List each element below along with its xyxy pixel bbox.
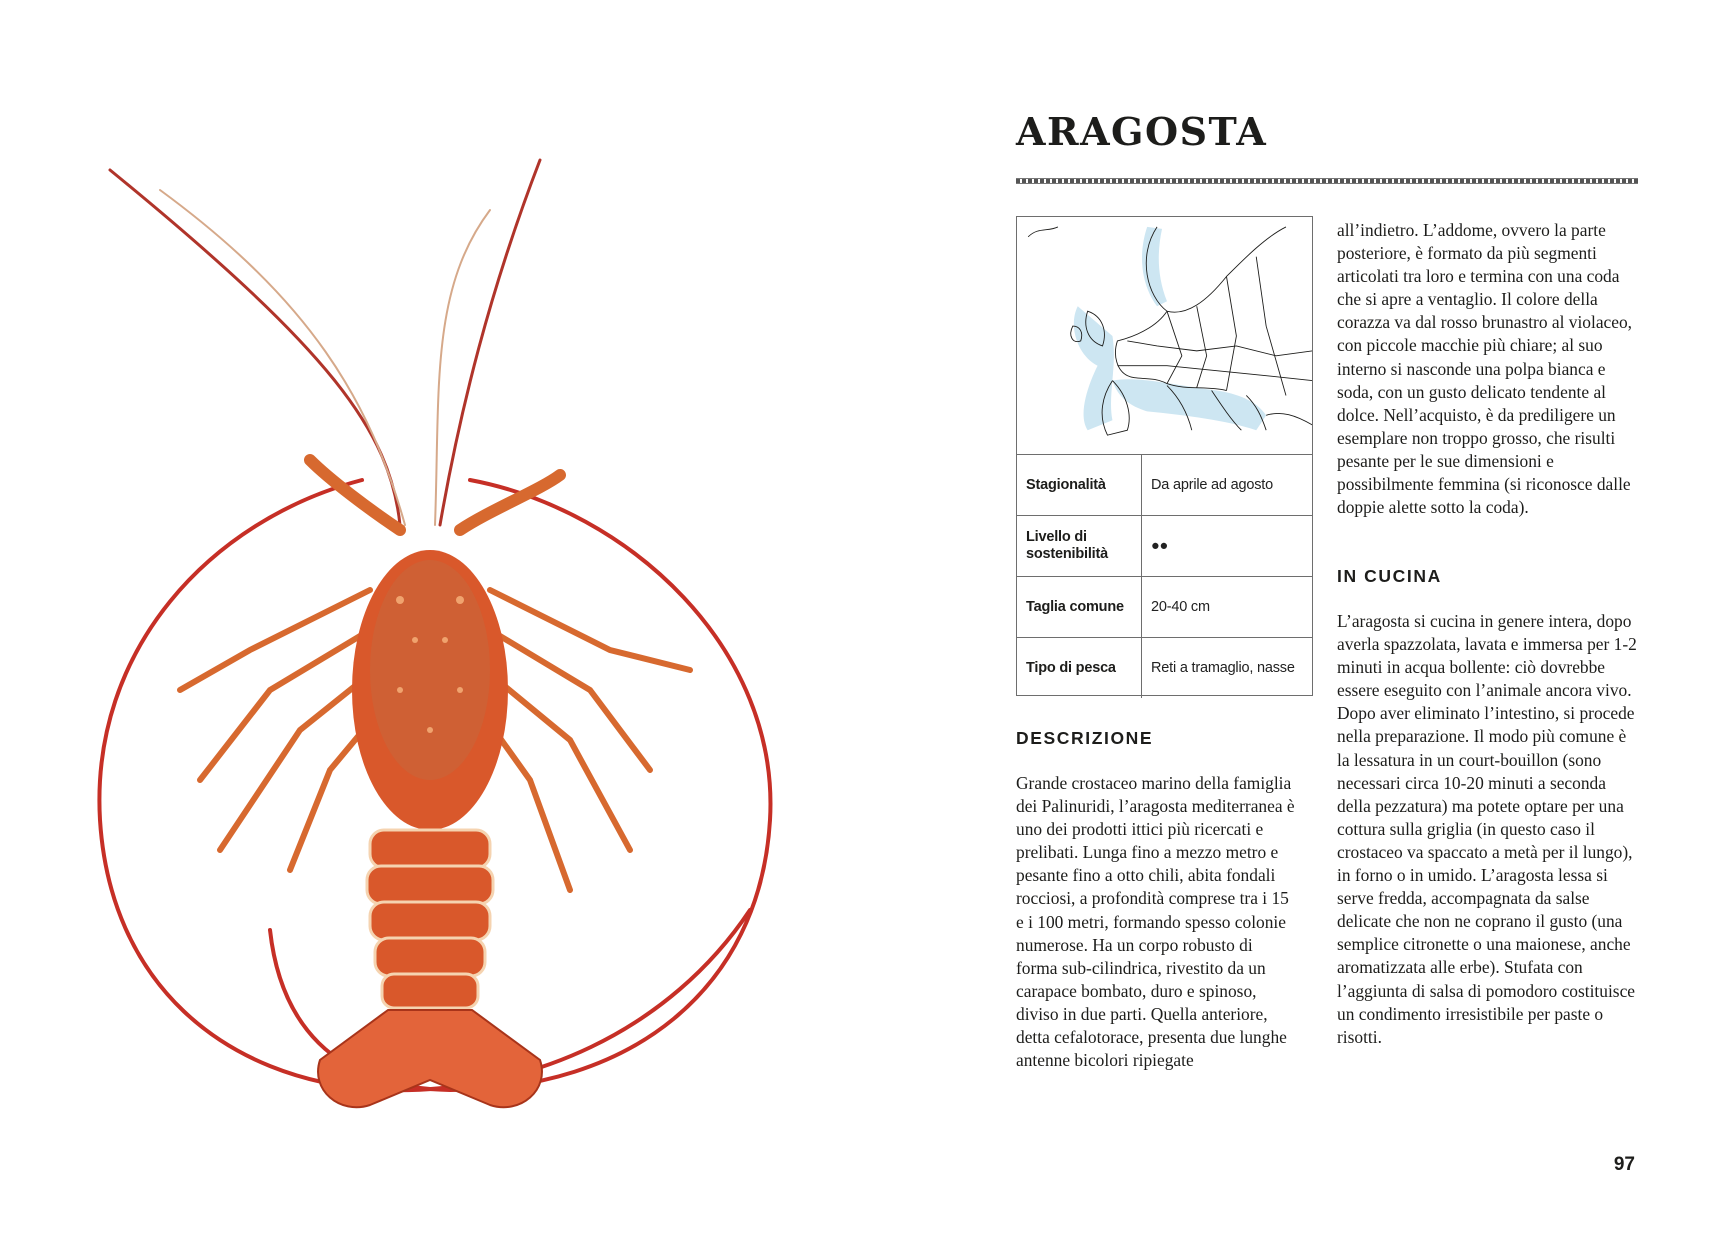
fact-value: Reti a tramaglio, nasse — [1142, 638, 1313, 699]
europe-distribution-map — [1017, 217, 1312, 455]
whip-right-2 — [435, 210, 490, 525]
lobster-photo — [70, 130, 810, 1120]
description-heading: DESCRIZIONE — [1016, 728, 1154, 748]
tail-fan — [318, 1010, 542, 1107]
fact-value: 20-40 cm — [1142, 577, 1313, 638]
cooking-text: L’aragosta si cucina in genere intera, dopo averla spazzolata, lavata e immersa per 1-2 minuti in acqua bollente: ciò dovrebbe essere eseguito con l’animale ancora vivo. Dopo aver eliminato l’intestino, si procede nella preparazione. Il modo più comune è la lessatura in un court-bouillon (sono necessari circa 10-20 minuti a seconda della pezzatura) ma potete optare per una cottura sulla griglia (in questo caso il crostaceo va spaccato a metà per il lungo), in forno o in umido. L’aragosta lessa si serve fredda, accompagnata da salse delicate che non ne coprano il gusto (una semplice citronette o una maionese, anche aromatizzata alle erbe). Stufata con l’aggiunta di salsa di pomodoro costituisce un condimento irresistibile per paste o risotti. — [1337, 611, 1637, 1047]
whip-left — [110, 170, 400, 525]
fact-row — [1017, 638, 1312, 699]
fact-row — [1017, 516, 1312, 577]
fact-box — [1016, 216, 1313, 696]
title-divider — [1016, 178, 1638, 184]
whip-left-2 — [160, 190, 405, 525]
whip-right — [440, 160, 540, 525]
fact-table — [1017, 455, 1312, 698]
page-title: ARAGOSTA — [1016, 109, 1268, 154]
fact-label: Livello di sostenibilità — [1017, 516, 1142, 577]
page-number: 97 — [1613, 1154, 1635, 1175]
fact-row — [1017, 577, 1312, 638]
description-continued-text: all’indietro. L’addome, ovvero la parte posteriore, è formato da più segmenti articolati tra loro e termina con una coda che si apre a ventaglio. Il colore della corazza va dal rosso brunastro al violaceo, con piccole macchie più chiare; al suo interno si nasconde una polpa bianca e soda, con un gusto delicato tendente al dolce. Nell’acquisto, è da prediligere un esemplare non troppo grosso, che risulti pesante per le sue dimensioni e possibilmente femmina (si riconosce dalle doppie alette sotto la coda). — [1337, 220, 1633, 518]
fact-label: Taglia comune — [1017, 577, 1142, 638]
fact-label: Tipo di pesca — [1017, 638, 1142, 699]
fact-label: Stagionalità — [1017, 455, 1142, 516]
long-antenna-right — [270, 480, 770, 1090]
description-text: Grande crostaceo marino della famiglia dei Palinuridi, l’aragosta mediterranea è uno dei prodotti ittici più ricercati e prelibati. Lunga fino a mezzo metro e pesante fino a otto chili, abita fondali rocciosi, a profondità comprese tra i 15 e i 100 metri, formando spesso colonie numerose. Ha un corpo robusto di forma sub-cilindrica, rivestito da un carapace bombato, duro e spinoso, diviso in due parti. Quella anteriore, detta cefalotorace, presenta due lunghe antenne bicolori ripiegate — [1016, 773, 1295, 1071]
fact-row — [1017, 455, 1312, 516]
cooking-heading: IN CUCINA — [1337, 566, 1442, 586]
abdomen — [367, 830, 493, 1008]
fact-value: Da aprile ad agosto — [1151, 477, 1273, 493]
sustainability-dots: ●● — [1142, 516, 1313, 577]
